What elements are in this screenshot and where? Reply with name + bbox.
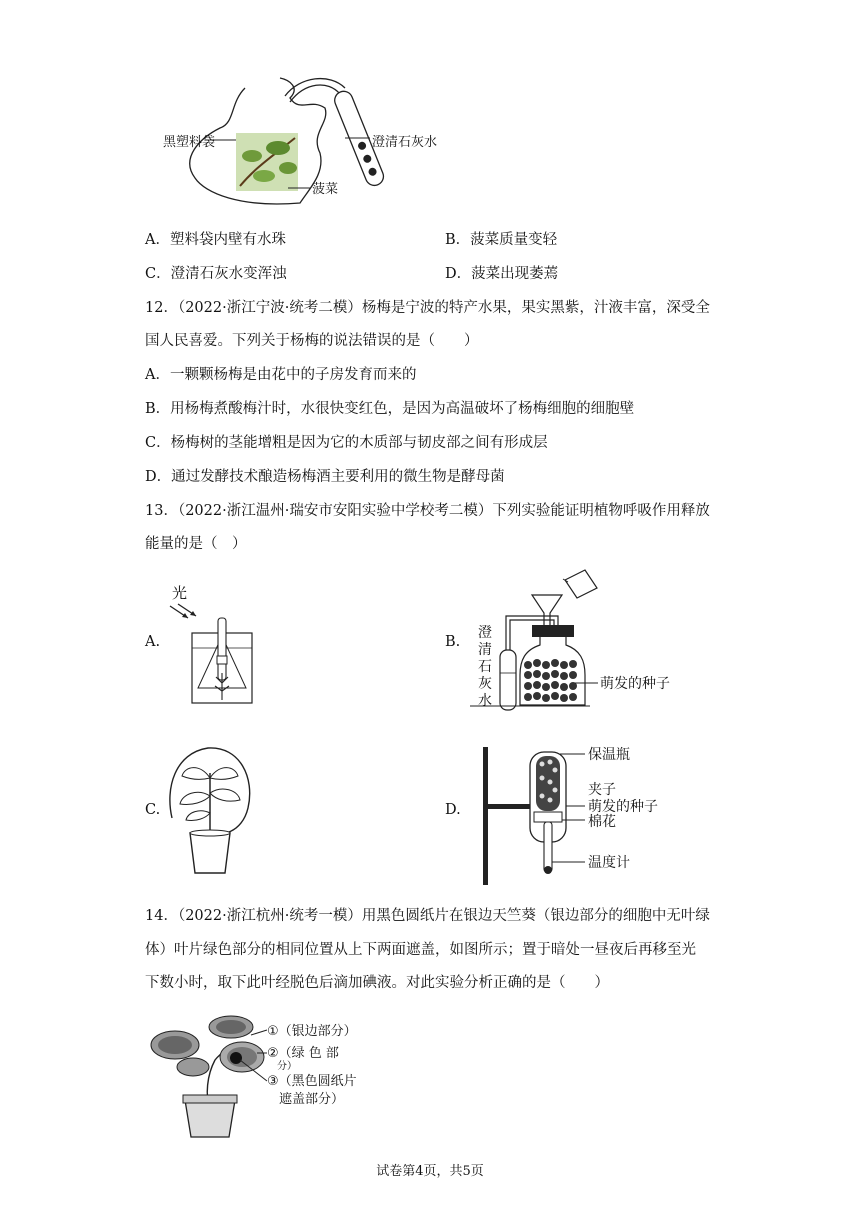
- fig-b-vertical-char-2: 清: [478, 642, 492, 658]
- fig-d-thermo-label: 温度计: [588, 855, 630, 871]
- fig14-label-3: ③（黑色圆纸片: [267, 1074, 357, 1089]
- q11-option-c: C．澄清石灰水变浑浊: [145, 266, 287, 282]
- q11-option-d: D．菠菜出现萎蔫: [445, 266, 559, 282]
- fig-b-seeds-label: 萌发的种子: [600, 676, 670, 692]
- q12-option-b: B．用杨梅煮酸梅汁时，水很快变红色，是因为高温破坏了杨梅细胞的细胞壁: [145, 401, 635, 417]
- q14-stem-line3: 下数小时，取下此叶经脱色后滴加碘液。对此实验分析正确的是（ ）: [145, 975, 609, 991]
- fig-d-flask-label: 保温瓶: [588, 747, 630, 763]
- fig11-limewater-label: 澄清石灰水: [372, 135, 438, 150]
- fig-d-cotton-label: 棉花: [588, 814, 616, 830]
- fig11-spinach-label: 菠菜: [312, 182, 339, 197]
- fig14-label-3b: 遮盖部分）: [279, 1092, 345, 1107]
- q12-stem-line2: 国人民喜爱。下列关于杨梅的说法错误的是（ ）: [145, 333, 479, 349]
- fig-d-seeds-label: 萌发的种子: [588, 799, 658, 815]
- q13-option-b-label: B.: [445, 634, 461, 650]
- q12-option-a: A．一颗颗杨梅是由花中的子房发育而来的: [145, 367, 417, 383]
- fig-b-vertical-char-4: 灰: [478, 676, 492, 692]
- fig-b-vertical-char-3: 石: [478, 659, 492, 675]
- fig-b-vertical-char-1: 澄: [478, 625, 492, 641]
- page-footer: 试卷第4页，共5页: [376, 1164, 484, 1179]
- fig14-label-1: ①（银边部分）: [267, 1024, 357, 1039]
- q13-figure-b: [470, 565, 690, 720]
- q11-figure: [160, 68, 460, 218]
- q12-option-c: C．杨梅树的茎能增粗是因为它的木质部与韧皮部之间有形成层: [145, 435, 548, 451]
- q11-option-a: A．塑料袋内壁有水珠: [145, 232, 286, 248]
- q13-stem-line1: 13．（2022·浙江温州·瑞安市安阳实验中学校考二模）下列实验能证明植物呼吸作用释放: [145, 503, 710, 519]
- q14-stem-line2: 体）叶片绿色部分的相同位置从上下两面遮盖，如图所示；置于暗处一昼夜后再移至光: [145, 942, 696, 958]
- fig14-label-2: ②（绿 色 部: [267, 1046, 339, 1061]
- fig-b-vertical-char-5: 水: [478, 693, 492, 709]
- q13-option-d-label: D.: [445, 802, 461, 818]
- q12-option-d: D．通过发酵技术酿造杨梅酒主要利用的微生物是酵母菌: [145, 469, 505, 485]
- q13-figure-a: [160, 578, 270, 708]
- q13-option-a-label: A.: [145, 634, 161, 650]
- q13-figure-c: [160, 738, 260, 878]
- q14-stem-line1: 14．（2022·浙江杭州·统考一模）用黑色圆纸片在银边天竺葵（银边部分的细胞中无叶绿: [145, 908, 710, 924]
- q13-option-c-label: C.: [145, 802, 161, 818]
- q14-figure: [145, 1015, 385, 1140]
- q13-figure-d: [470, 742, 710, 887]
- q13-stem-line2: 能量的是（ ）: [145, 536, 247, 552]
- fig-d-clip-label: 夹子: [588, 782, 616, 798]
- q11-option-b: B．菠菜质量变轻: [445, 232, 558, 248]
- q12-stem-line1: 12．（2022·浙江宁波·统考二模）杨梅是宁波的特产水果，果实黑紫，汁液丰富，深受全: [145, 300, 710, 316]
- fig11-bag-label: 黑塑料袋: [163, 135, 216, 150]
- fig-a-light-label: 光: [172, 584, 188, 602]
- fig14-label-2b: 分）: [277, 1061, 297, 1072]
